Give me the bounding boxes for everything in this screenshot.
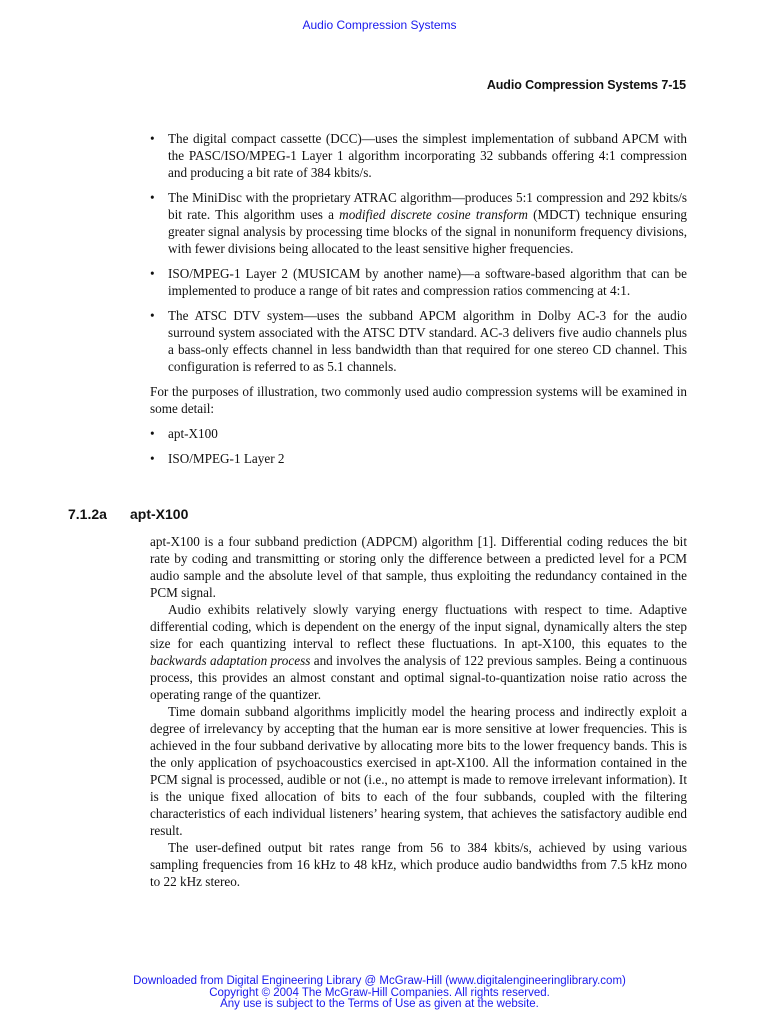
emphasis-text: modified discrete cosine transform: [339, 207, 528, 222]
footer: [0, 976, 759, 1011]
list-item: • The digital compact cassette (DCC)—uses the simplest implementation of subband APCM with the PASC/ISO/MPEG-1 Layer 1 algorithm incorporating 32 subbands offering 4:1 compression and producing a bit rate of 384 kbits/s.: [150, 130, 687, 181]
section-body: [150, 533, 687, 890]
list-item: • The ATSC DTV system—uses the subband APCM algorithm in Dolby AC-3 for the audio surround system associated with the ATSC DTV standard. AC-3 delivers five audio channels plus a bass-only effects channel in less bandwidth than that required for one stereo CD channel. This configuration is referred to as 5.1 channels.: [150, 307, 687, 375]
list-item-text: The MiniDisc with the proprietary ATRAC algorithm—produces 5:1 compression and 292 kbits/s bit rate. This algorithm uses a: [168, 190, 687, 222]
paragraph: The user-defined output bit rates range from 56 to 384 kbits/s, achieved by using various sampling frequencies from 16 kHz to 48 kHz, which produce audio bandwidths from 7.5 kHz mono to 22 kHz stereo.: [150, 840, 687, 889]
paragraph-text: Audio exhibits relatively slowly varying energy fluctuations with respect to time. Adaptive differential coding, which is dependent on the energy of the input signal, dynamically alters the step size for each quantizing interval to reflect these fluctuations. In apt-X100, this equates to the: [150, 602, 687, 651]
emphasis-text: backwards adaptation process: [150, 653, 311, 668]
bullet-list: [150, 130, 687, 375]
main-body: [150, 130, 687, 475]
paragraph: [150, 601, 687, 703]
footer-terms[interactable]: Any use is subject to the Terms of Use as given at the website.: [220, 998, 539, 1010]
paragraph: Time domain subband algorithms implicitly model the hearing process and indirectly exploit a degree of irrelevancy by accepting that the human ear is more sensitive at lower frequencies. This is achieved in the four subband derivative by allocating more bits to the lower frequency bands. This is the only application of psychoacoustics exercised in apt-X100. All the information contained in the PCM signal is processed, audible or not (i.e., no attempt is made to remove irrelevant information). It is the unique fixed allocation of bits to each of the four subbands, coupled with the filtering characteristics of each individual listeners’ hearing system, that achieves the satisfactory audible end result.: [150, 704, 687, 838]
list-item: • apt-X100: [150, 425, 687, 442]
footer-copyright[interactable]: Copyright © 2004 The McGraw-Hill Companies. All rights reserved.: [209, 986, 550, 999]
list-item: [150, 189, 687, 257]
section-number: 7.1.2a: [68, 506, 107, 522]
top-title-link[interactable]: Audio Compression Systems: [302, 18, 457, 32]
list-item-text: (MDCT) technique ensuring greater signal analysis by processing time blocks of the signal in nonuniform frequency divisions, with fewer divisions being allocated to the least sensitive higher frequencies.: [168, 207, 688, 256]
footer-download-link[interactable]: Downloaded from Digital Engineering Library @ McGraw-Hill (www.digitalengineeringlibrary.com): [133, 975, 626, 987]
paragraph-text: and involves the analysis of 122 previous samples. Being a continuous process, this provides an almost constant and optimal signal-to-quantization noise ratio across the operating range of the quantizer.: [150, 653, 687, 702]
running-head: Audio Compression Systems 7-15: [486, 78, 686, 92]
section-heading: [68, 506, 188, 522]
intro-paragraph: For the purposes of illustration, two commonly used audio compression systems will be examined in some detail:: [150, 384, 687, 416]
paragraph: apt-X100 is a four subband prediction (ADPCM) algorithm [1]. Differential coding reduces the bit rate by coding and transmitting or storing only the difference between a predicted level for a PCM audio sample and the absolute level of that sample, thus exploiting the redundancy contained in the PCM signal.: [150, 534, 687, 600]
list-item: • ISO/MPEG-1 Layer 2 (MUSICAM by another name)—a software-based algorithm that can be implemented to produce a range of bit rates and compression ratios commencing at 4:1.: [150, 265, 687, 299]
section-title: apt-X100: [130, 506, 189, 522]
systems-list: [150, 425, 687, 467]
list-item: • ISO/MPEG-1 Layer 2: [150, 450, 687, 467]
